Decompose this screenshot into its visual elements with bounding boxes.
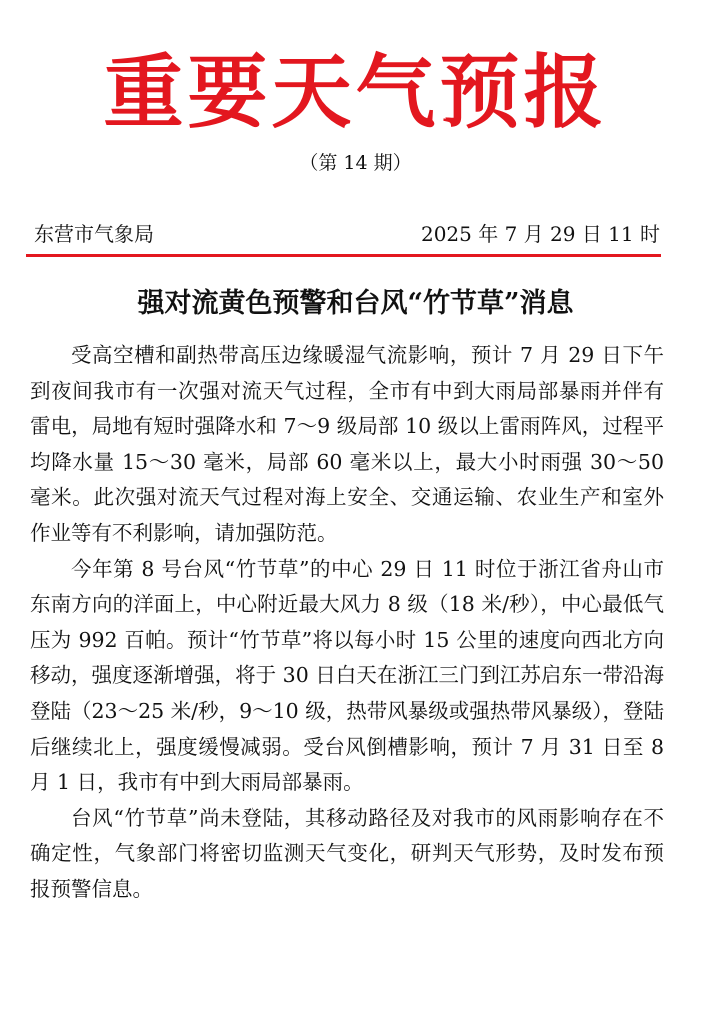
issue-number: （第 14 期） xyxy=(299,152,412,174)
bulletin-headline: 强对流黄色预警和台风“竹节草”消息 xyxy=(137,288,574,319)
red-divider xyxy=(26,254,661,257)
body-paragraph-3: 台风“竹节草”尚未登陆，其移动路径及对我市的风雨影响存在不确定性，气象部门将密切监测天气变化，研判天气形势，及时发布预报预警信息。 xyxy=(30,805,664,901)
issue-datetime: 2025 年 7 月 29 日 11 时 xyxy=(420,222,660,246)
body-paragraph-2: 今年第 8 号台风“竹节草”的中心 29 日 11 时位于浙江省舟山市东南方向的洋面上，中心附近最大风力 8 级（18 米/秒），中心最低气压为 992 百帕。预计“竹节草”将以每小时 15 公里的速度向西北方向移动，强度逐渐增强，将于 30 日白天在浙江三门到江苏启东一带沿海登陆（23～25 米/秒，9～10 级，热带风暴级或强热带风暴级），登陆后继续北上，强度缓慢减弱。受台风倒槽影响，预计 7 月 31 日至 8 月 1 日，我市有中到大雨局部暴雨。 xyxy=(30,556,664,795)
body-paragraph-1: 受高空槽和副热带高压边缘暖湿气流影响，预计 7 月 29 日下午到夜间我市有一次强对流天气过程，全市有中到大雨局部暴雨并伴有雷电，局地有短时强降水和 7～9 级局部 10 级以上雷雨阵风，过程平均降水量 15～30 毫米，局部 60 毫米以上，最大小时雨强 30～50 毫米。此次强对流天气过程对海上安全、交通运输、农业生产和室外作业等有不利影响，请加强防范。 xyxy=(30,343,664,545)
issuer-name: 东营市气象局 xyxy=(34,222,154,246)
issuer-row xyxy=(34,219,660,249)
masthead-title: 重要天气预报 xyxy=(103,45,608,139)
bulletin-body xyxy=(30,338,664,908)
